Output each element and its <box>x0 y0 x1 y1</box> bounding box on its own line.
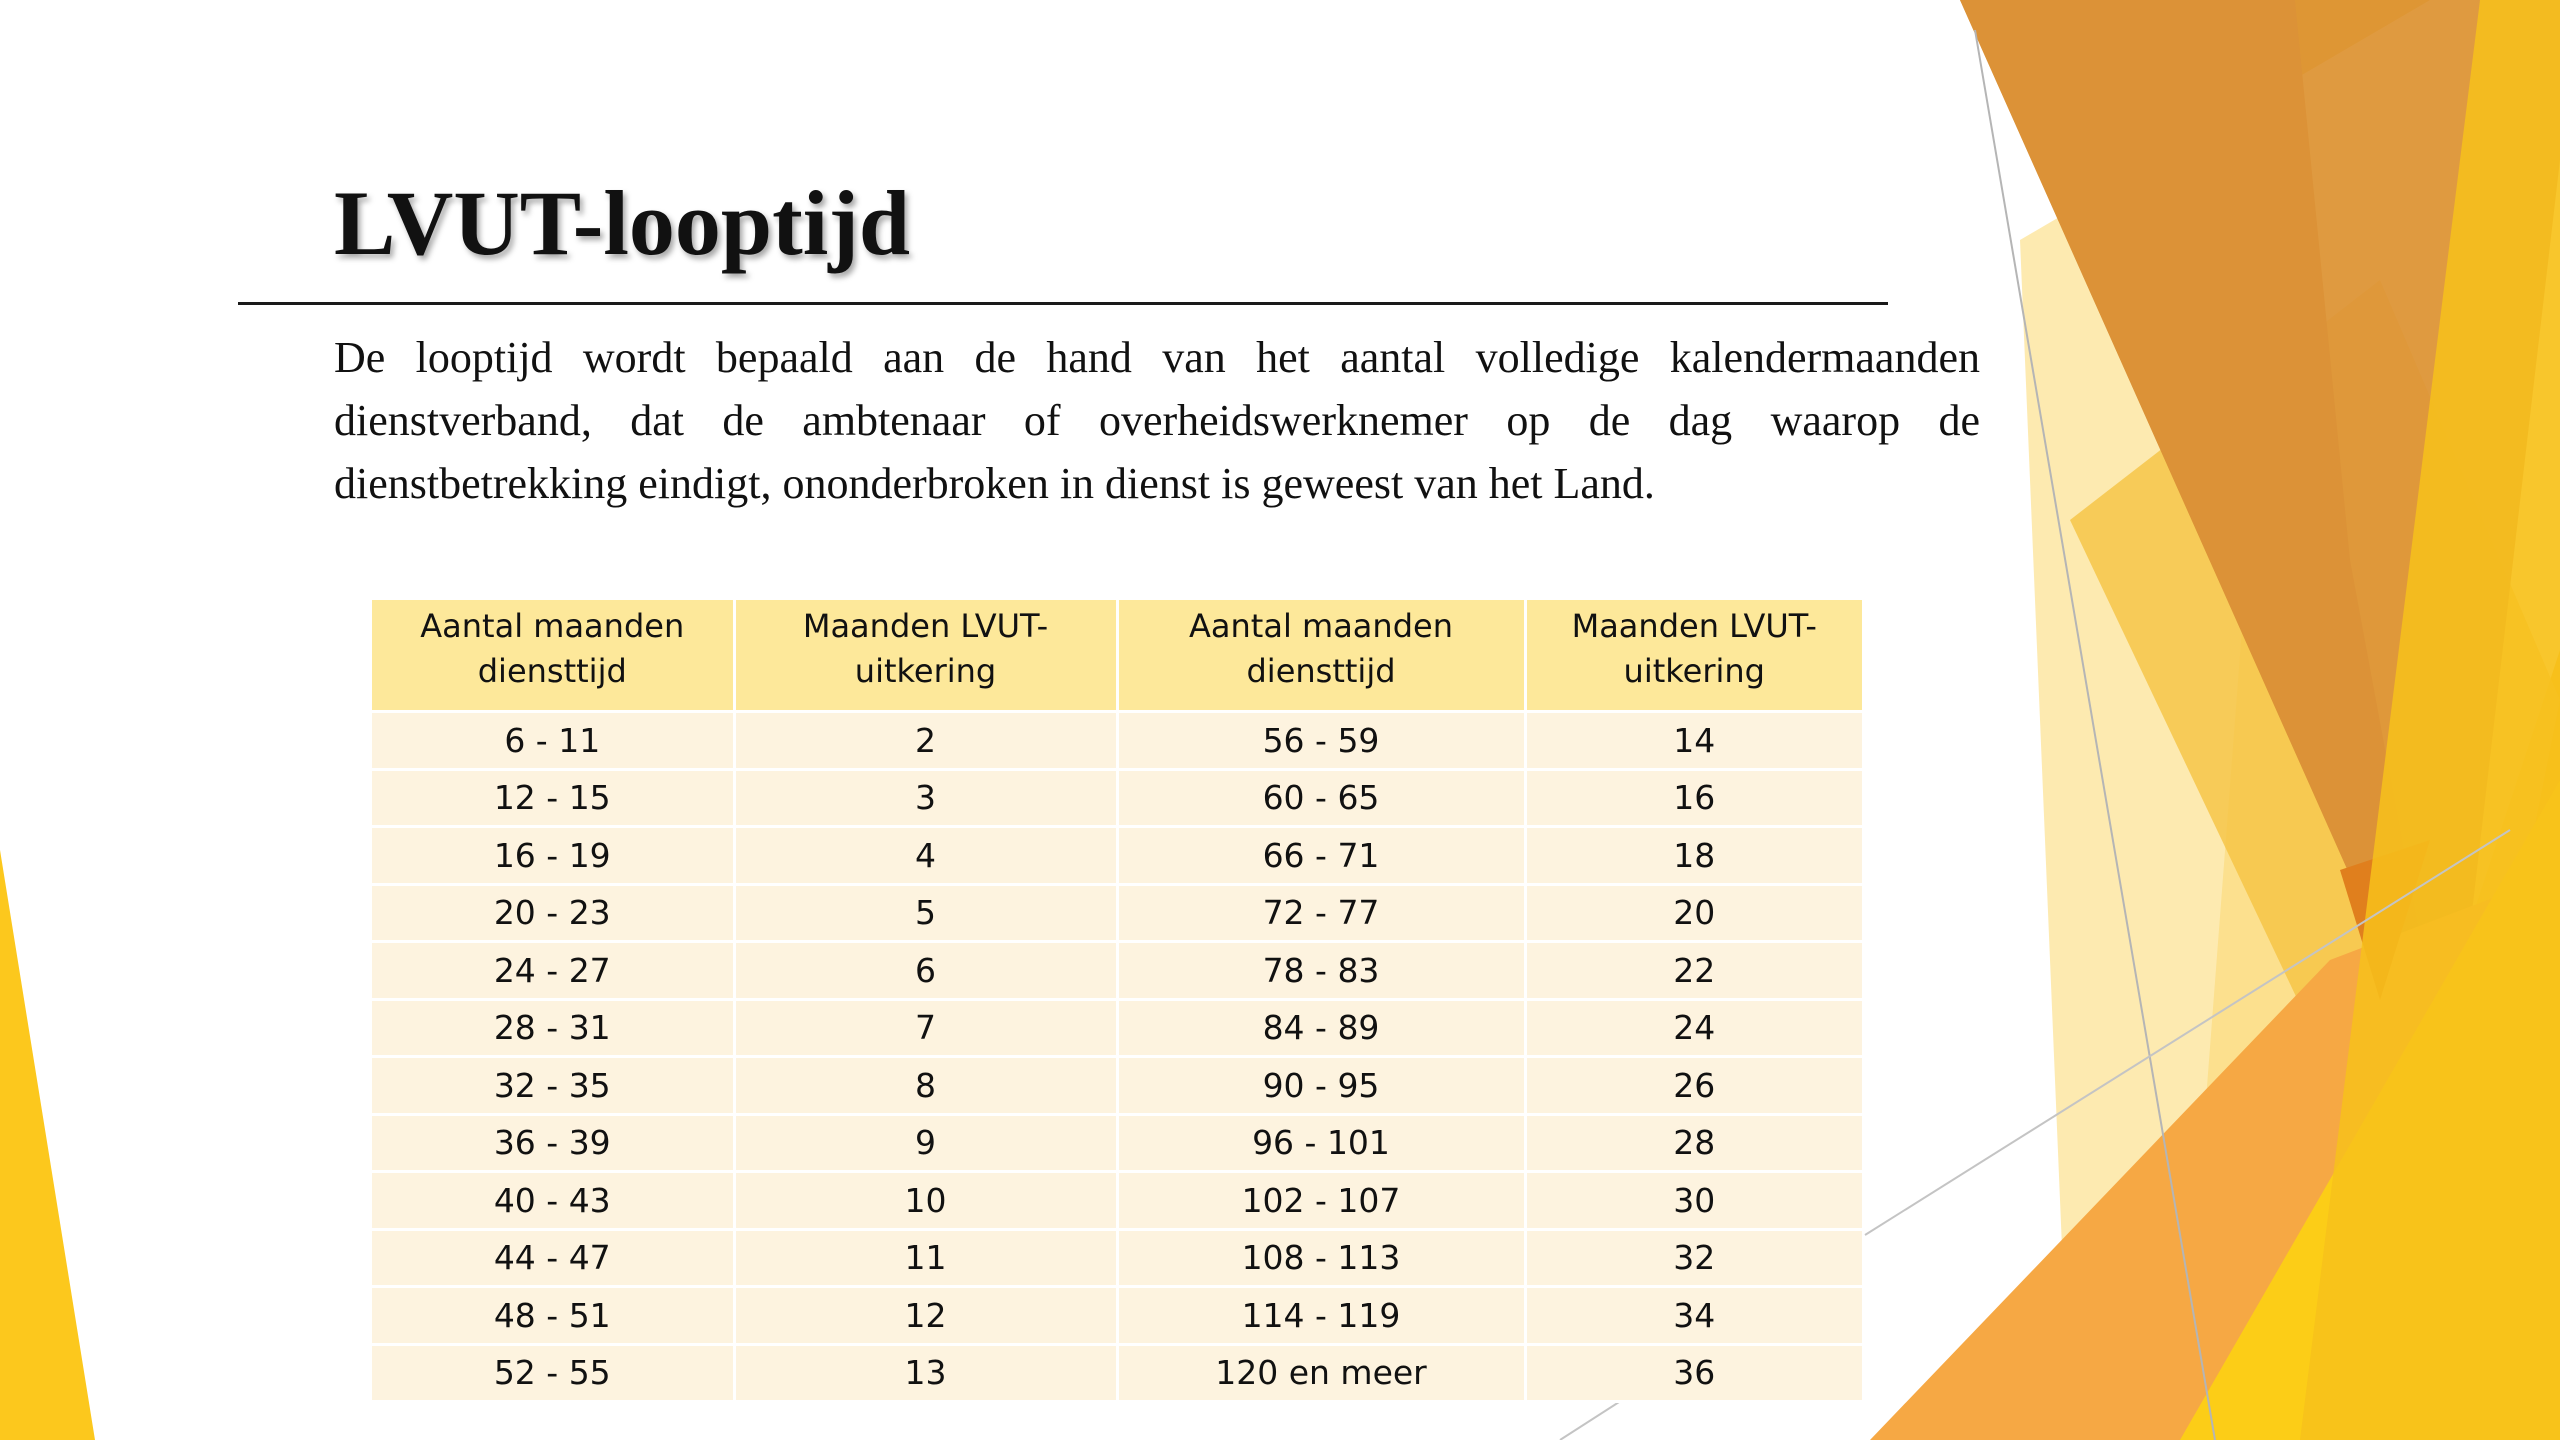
table-cell: 28 <box>1525 1114 1862 1172</box>
header-cell: Maanden LVUT- uitkering <box>1525 600 1862 712</box>
table-cell: 56 - 59 <box>1117 712 1525 770</box>
header-cell: Aantal maanden diensttijd <box>1117 600 1525 712</box>
table-cell: 3 <box>734 769 1117 827</box>
table-cell: 34 <box>1525 1287 1862 1345</box>
table-row <box>372 884 1862 942</box>
table-cell: 13 <box>734 1344 1117 1402</box>
table-cell: 24 <box>1525 999 1862 1057</box>
table-cell: 10 <box>734 1172 1117 1230</box>
table-row <box>372 942 1862 1000</box>
table-cell: 26 <box>1525 1057 1862 1115</box>
table-cell: 7 <box>734 999 1117 1057</box>
table-cell: 14 <box>1525 712 1862 770</box>
table-cell: 102 - 107 <box>1117 1172 1525 1230</box>
table-cell: 108 - 113 <box>1117 1229 1525 1287</box>
lvut-table <box>372 600 1862 1403</box>
table-cell: 60 - 65 <box>1117 769 1525 827</box>
table-cell: 18 <box>1525 827 1862 885</box>
table-cell: 44 - 47 <box>372 1229 734 1287</box>
table-cell: 78 - 83 <box>1117 942 1525 1000</box>
table-cell: 9 <box>734 1114 1117 1172</box>
table-cell: 32 <box>1525 1229 1862 1287</box>
table-cell: 16 <box>1525 769 1862 827</box>
title-underline <box>238 302 1888 305</box>
table-row <box>372 1229 1862 1287</box>
table-row <box>372 1057 1862 1115</box>
table-row <box>372 1114 1862 1172</box>
table-cell: 6 <box>734 942 1117 1000</box>
table-row <box>372 1172 1862 1230</box>
slide-paragraph: De looptijd wordt bepaald aan de hand van het aantal volledige kalendermaanden dienstverband, dat de ambtenaar of overheidswerknemer op de dag waarop de dienstbetrekking eindigt, ononderbroken in dienst is geweest van het Land. <box>334 333 1980 508</box>
table-cell: 5 <box>734 884 1117 942</box>
table-cell: 20 - 23 <box>372 884 734 942</box>
slide-title: LVUT-looptijd <box>334 172 911 274</box>
header-cell: Aantal maanden diensttijd <box>372 600 734 712</box>
table-cell: 20 <box>1525 884 1862 942</box>
yellow-left-wedge <box>0 850 95 1440</box>
table-cell: 40 - 43 <box>372 1172 734 1230</box>
table-cell: 32 - 35 <box>372 1057 734 1115</box>
table-row <box>372 999 1862 1057</box>
table-cell: 22 <box>1525 942 1862 1000</box>
table-row <box>372 827 1862 885</box>
table-cell: 52 - 55 <box>372 1344 734 1402</box>
header-cell: Maanden LVUT- uitkering <box>734 600 1117 712</box>
table-row <box>372 1287 1862 1345</box>
table-cell: 6 - 11 <box>372 712 734 770</box>
table-row <box>372 712 1862 770</box>
table-cell: 36 <box>1525 1344 1862 1402</box>
table-cell: 90 - 95 <box>1117 1057 1525 1115</box>
table-cell: 11 <box>734 1229 1117 1287</box>
table-cell: 12 <box>734 1287 1117 1345</box>
table-cell: 120 en meer <box>1117 1344 1525 1402</box>
table-cell: 24 - 27 <box>372 942 734 1000</box>
table-cell: 84 - 89 <box>1117 999 1525 1057</box>
table-cell: 96 - 101 <box>1117 1114 1525 1172</box>
table-cell: 36 - 39 <box>372 1114 734 1172</box>
table-cell: 12 - 15 <box>372 769 734 827</box>
table-cell: 30 <box>1525 1172 1862 1230</box>
table-cell: 28 - 31 <box>372 999 734 1057</box>
table-cell: 66 - 71 <box>1117 827 1525 885</box>
table-row <box>372 1344 1862 1402</box>
table-header-row <box>372 600 1862 712</box>
table-cell: 4 <box>734 827 1117 885</box>
table-cell: 2 <box>734 712 1117 770</box>
table-cell: 72 - 77 <box>1117 884 1525 942</box>
table-cell: 114 - 119 <box>1117 1287 1525 1345</box>
table-cell: 16 - 19 <box>372 827 734 885</box>
table-cell: 48 - 51 <box>372 1287 734 1345</box>
table-cell: 8 <box>734 1057 1117 1115</box>
table-row <box>372 769 1862 827</box>
